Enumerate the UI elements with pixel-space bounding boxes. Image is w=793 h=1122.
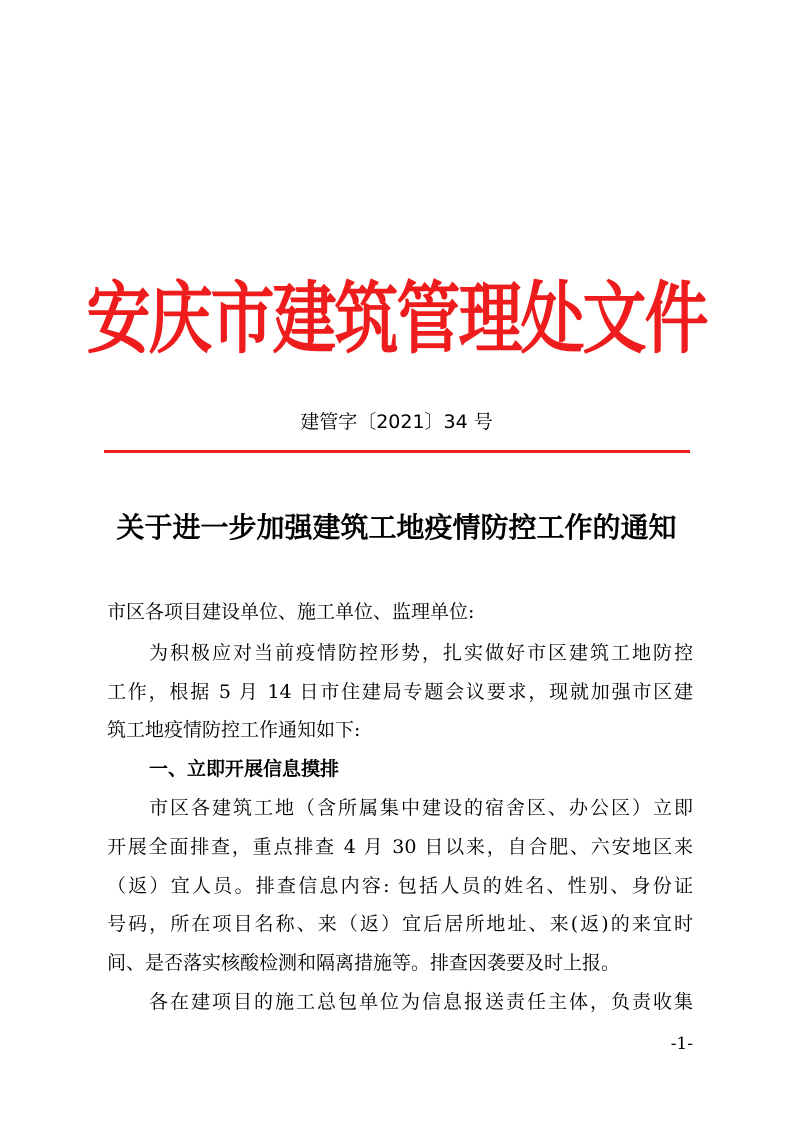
body-line: 筑工地疫情防控工作通知如下:	[107, 719, 361, 741]
body-line: 间、是否落实核酸检测和隔离措施等。排查因袭要及时上报。	[107, 952, 621, 974]
body-line: 市区各建筑工地（含所属集中建设的宿舍区、办公区）立即	[149, 797, 693, 819]
body-line: 开展全面排查，重点排查 4 月 30 日以来，自合肥、六安地区来	[107, 836, 693, 858]
body-line: 为积极应对当前疫情防控形势，扎实做好市区建筑工地防控	[149, 642, 693, 664]
page-number: -1-	[670, 1034, 693, 1054]
notice-title: 关于进一步加强建筑工地疫情防控工作的通知	[116, 511, 677, 544]
body-line-addressee: 市区各项目建设单位、施工单位、监理单位:	[107, 601, 475, 623]
red-divider-line	[104, 450, 690, 453]
document-number: 建管字〔2021〕34 号	[300, 411, 493, 433]
body-line: 号码，所在项目名称、来（返）宜后居所地址、来(返)的来宜时	[107, 913, 693, 935]
body-line: 工作，根据 5 月 14 日市住建局专题会议要求，现就加强市区建	[107, 681, 693, 703]
document-header-title: 安庆市建筑管理处文件	[86, 273, 707, 366]
body-line: 各在建项目的施工总包单位为信息报送责任主体，负责收集	[149, 991, 693, 1013]
body-line: （返）宜人员。排查信息内容: 包括人员的姓名、性别、身份证	[107, 875, 693, 897]
section-heading: 一、立即开展信息摸排	[149, 758, 340, 780]
